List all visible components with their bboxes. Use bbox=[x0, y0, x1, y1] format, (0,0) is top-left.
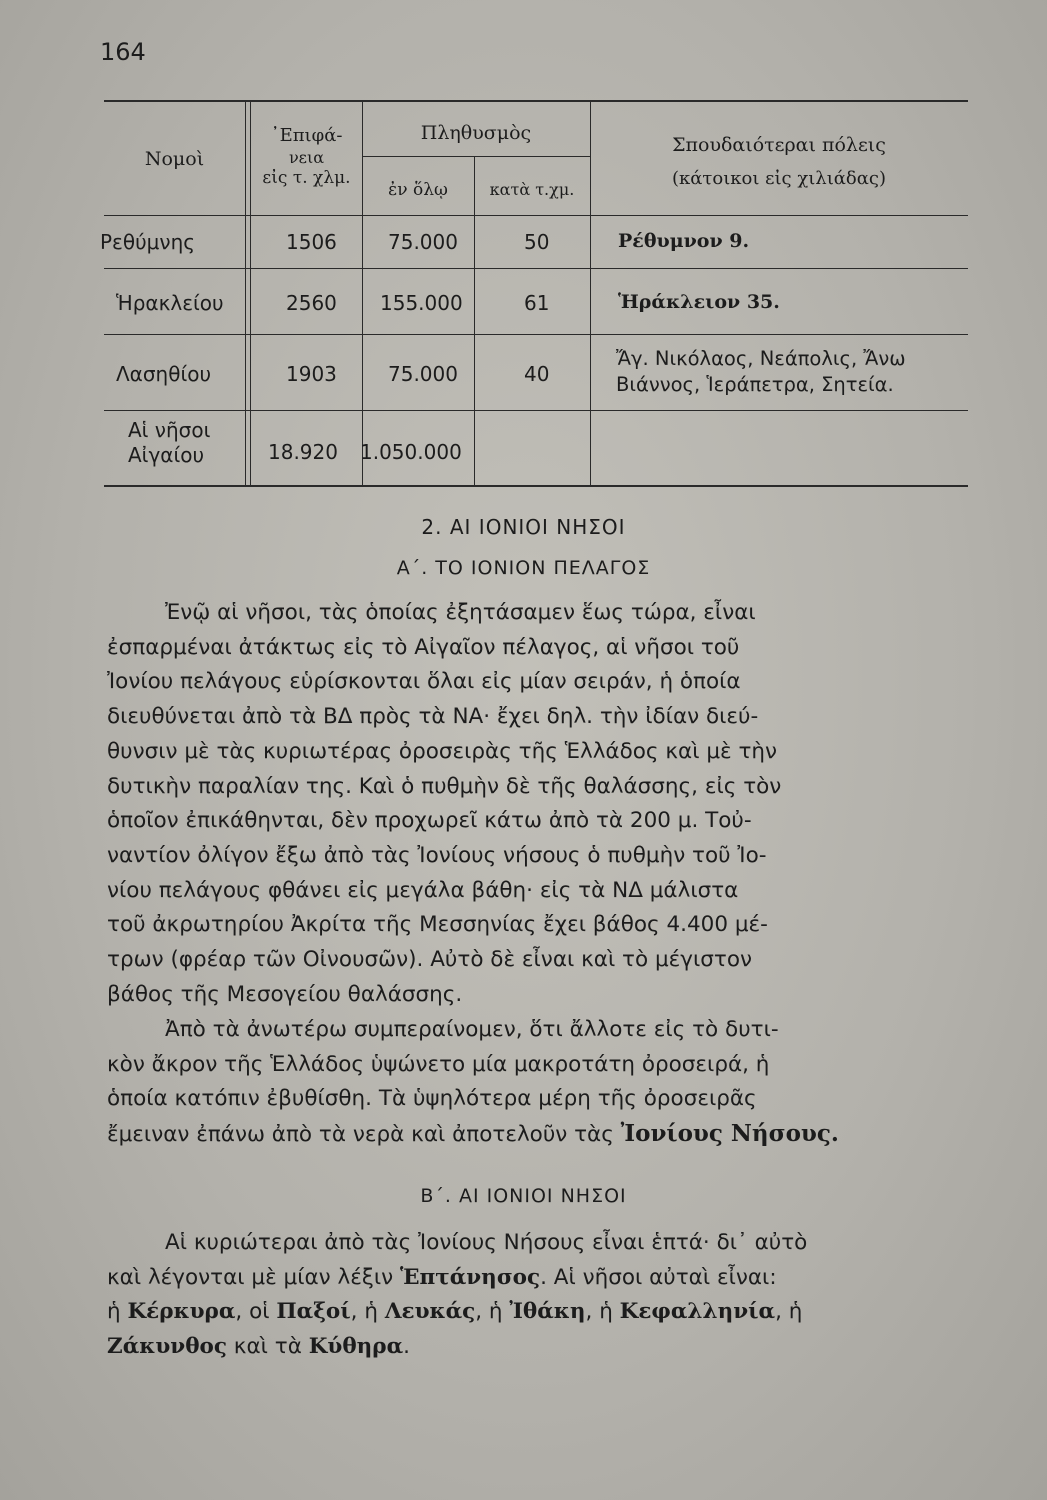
row4-area: 18.920 bbox=[268, 440, 338, 464]
row2-nomos: Ἡρακλείου bbox=[116, 291, 224, 315]
text-line: δυτικὴν παραλίαν της. Καὶ ὁ πυθμὴν δὲ τῆς θαλάσσης, εἰς τὸν bbox=[107, 773, 782, 799]
row4-nomos-line1: Αἱ νῆσοι bbox=[128, 418, 211, 442]
text-line: τοῦ ἀκρωτηρίου Ἀκρίτα τῆς Μεσσηνίας ἔχει βάθος 4.400 μέ- bbox=[107, 912, 768, 938]
island-name: Ζάκυνθος bbox=[107, 1334, 227, 1360]
text-line bbox=[107, 1330, 963, 1365]
island-name: Κύθηρα bbox=[308, 1334, 404, 1360]
text-span: , ἡ bbox=[775, 1299, 803, 1325]
text-line: Αἱ κυριώτεραι ἀπὸ τὰς Ἰονίους Νήσους εἶναι ἑπτά· δι᾿ αὐτὸ bbox=[165, 1230, 808, 1255]
population-table bbox=[100, 100, 968, 490]
text-span: , ἡ bbox=[585, 1299, 620, 1325]
row3-area: 1903 bbox=[286, 362, 337, 386]
row1-nomos: Ρεθύμνης bbox=[100, 230, 195, 254]
ionian-islands-bold: Ἰονίους Νήσους. bbox=[620, 1120, 839, 1148]
text-span: . Αἱ νῆσοι αὐταὶ εἶναι: bbox=[540, 1264, 777, 1290]
row3-nomos: Λασηθίου bbox=[116, 362, 212, 386]
text-line: κὸν ἄκρον τῆς Ἑλλάδος ὑψώνετο μία μακροτάτη ὀροσειρά, ἡ bbox=[107, 1051, 770, 1077]
text-span: , ἡ bbox=[475, 1299, 510, 1325]
header-cities-note: (κάτοικοι εἰς χιλιάδας) bbox=[671, 168, 886, 189]
row2-per-km: 61 bbox=[524, 291, 550, 315]
header-pop-per-km: κατὰ τ.χμ. bbox=[489, 180, 575, 199]
subheading-a: Α΄. ΤΟ ΙΟΝΙΟΝ ΠΕΛΑΓΟΣ bbox=[396, 557, 651, 579]
paragraph-3 bbox=[107, 1226, 963, 1365]
paragraph-1 bbox=[107, 596, 963, 1012]
page-number: 164 bbox=[100, 38, 146, 66]
text-line: ὁποῖον ἐπικάθηνται, δὲν προχωρεῖ κάτω ἀπὸ τὰ 200 μ. Τοὐ- bbox=[107, 808, 752, 834]
island-name: Κεφαλληνία bbox=[619, 1299, 776, 1325]
header-nomoi: Νομοὶ bbox=[144, 148, 205, 170]
row-rule-1 bbox=[104, 268, 968, 269]
text-line: Ἐνῷ αἱ νῆσοι, τὰς ὁποίας ἐξητάσαμεν ἕως τώρα, εἶναι bbox=[165, 600, 756, 625]
text-span: ἡ bbox=[107, 1299, 128, 1325]
island-name: Λευκάς bbox=[384, 1299, 476, 1325]
header-area bbox=[251, 125, 362, 189]
text-line: βάθος τῆς Μεσογείου θαλάσσης. bbox=[107, 981, 463, 1007]
island-name: Κέρκυρα bbox=[127, 1299, 236, 1325]
text-span: ἔμειναν ἐπάνω ἀπὸ τὰ νερὰ καὶ ἀποτελοῦν τὰς bbox=[107, 1122, 621, 1148]
table-top-rule bbox=[104, 100, 968, 102]
island-name: Ἰθάκη bbox=[509, 1299, 586, 1325]
row1-cities: Ρέθυμνον 9. bbox=[618, 230, 750, 252]
heptanesos-bold: Ἑπτάνησος bbox=[399, 1264, 541, 1290]
row-rule-3 bbox=[104, 410, 968, 411]
column-rule bbox=[362, 100, 363, 485]
text-line: διευθύνεται ἀπὸ τὰ ΒΔ πρὸς τὰ ΝΑ· ἔχει δηλ. τὴν ἰδίαν διεύ- bbox=[107, 704, 759, 730]
text-line bbox=[107, 1261, 963, 1296]
row1-area: 1506 bbox=[286, 230, 337, 254]
header-cities: Σπουδαιότεραι πόλεις bbox=[672, 134, 886, 156]
text-span: , ἡ bbox=[350, 1299, 385, 1325]
text-line: ὁποία κατόπιν ἐβυθίσθη. Τὰ ὑψηλότερα μέρη τῆς ὀροσειρᾶς bbox=[107, 1086, 757, 1112]
text-line: τρων (φρέαρ τῶν Οἰνουσῶν). Αὐτὸ δὲ εἶναι καὶ τὸ μέγιστον bbox=[107, 947, 753, 973]
text-span: καὶ τὰ bbox=[226, 1334, 309, 1360]
column-rule bbox=[474, 156, 475, 485]
row2-area: 2560 bbox=[286, 291, 337, 315]
text-line: ἐσπαρμέναι ἀτάκτως εἰς τὸ Αἰγαῖον πέλαγος, αἱ νῆσοι τοῦ bbox=[107, 634, 740, 660]
text-line: νίου πελάγους φθάνει εἰς μεγάλα βάθη· εἰς τὰ ΝΔ μάλιστα bbox=[107, 877, 739, 903]
row-rule-2 bbox=[104, 334, 968, 335]
row4-total: 1.050.000 bbox=[360, 440, 462, 464]
text-line: Ἀπὸ τὰ ἀνωτέρω συμπεραίνομεν, ὅτι ἄλλοτε εἰς τὸ δυτι- bbox=[165, 1017, 779, 1042]
header-pop-total: ἐν ὅλῳ bbox=[388, 180, 448, 200]
row2-total: 155.000 bbox=[380, 291, 463, 315]
header-area-line: νεια bbox=[288, 147, 325, 167]
header-population: Πληθυσμὸς bbox=[420, 122, 532, 144]
row2-cities: Ἡράκλειον 35. bbox=[618, 291, 780, 313]
header-area-line: ᾿Επιφά- bbox=[270, 125, 343, 146]
text-line: ναντίον ὀλίγον ἔξω ἀπὸ τὰς Ἰονίους νήσους ὁ πυθμὴν τοῦ Ἰο- bbox=[107, 842, 767, 868]
row3-per-km: 40 bbox=[524, 362, 550, 386]
text-line: Ἰονίου πελάγους εὑρίσκονται ὅλαι εἰς μίαν σειράν, ἡ ὁποία bbox=[107, 669, 741, 695]
paragraph-2 bbox=[107, 1013, 963, 1153]
row1-total: 75.000 bbox=[388, 230, 458, 254]
table-bottom-rule bbox=[104, 485, 968, 487]
row3-cities-line2: Βιάννος, Ἱεράπετρα, Σητεία. bbox=[616, 373, 894, 396]
row4-nomos-line2: Αἰγαίου bbox=[128, 443, 205, 467]
column-rule bbox=[590, 100, 591, 485]
header-area-line: εἰς τ. χλμ. bbox=[262, 167, 351, 188]
row3-cities-line1: Ἄγ. Νικόλαος, Νεάπολις, Ἄνω bbox=[616, 347, 906, 370]
column-rule bbox=[245, 100, 246, 485]
text-line: θυνσιν μὲ τὰς κυριωτέρας ὀροσειρὰς τῆς Ἑλλάδος καὶ μὲ τὴν bbox=[107, 738, 778, 764]
text-line bbox=[107, 1295, 963, 1330]
subheading-b: Β΄. ΑΙ ΙΟΝΙΟΙ ΝΗΣΟΙ bbox=[420, 1185, 627, 1207]
row3-total: 75.000 bbox=[388, 362, 458, 386]
header-bottom-rule bbox=[104, 215, 968, 216]
island-name: Παξοί bbox=[276, 1299, 351, 1325]
population-subheader-rule bbox=[362, 156, 590, 157]
text-span: καὶ λέγονται μὲ μίαν λέξιν bbox=[107, 1264, 400, 1290]
text-span: . bbox=[403, 1334, 410, 1360]
text-span: , οἱ bbox=[235, 1299, 277, 1325]
section-heading: 2. ΑΙ ΙΟΝΙΟΙ ΝΗΣΟΙ bbox=[421, 515, 626, 539]
text-line bbox=[107, 1117, 963, 1153]
row1-per-km: 50 bbox=[524, 230, 550, 254]
